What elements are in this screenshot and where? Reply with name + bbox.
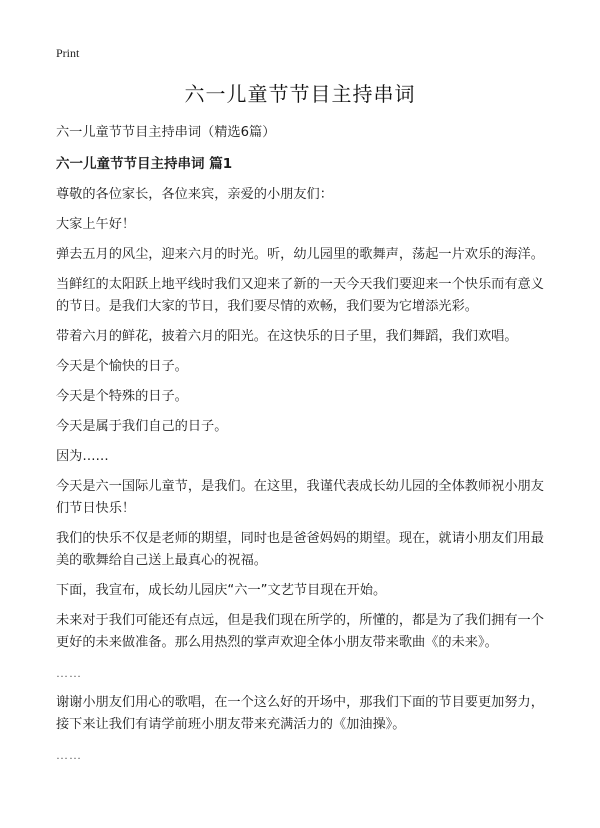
print-link[interactable]: Print (56, 46, 80, 60)
paragraph: 谢谢小朋友们用心的歌唱，在一个这么好的开场中，那我们下面的节目要更加努力，接下来让我们有请学前班小朋友带来充满活力的《加油操》。 (56, 695, 544, 732)
paragraph: 未来对于我们可能还有点远，但是我们现在所学的，所懂的，都是为了我们拥有一个更好的未来做准备。那么用热烈的掌声欢迎全体小朋友带来歌曲《的未来》。 (56, 613, 544, 650)
document-body (56, 122, 556, 774)
paragraph: 带着六月的鲜花，披着六月的阳光。在这快乐的日子里，我们舞蹈，我们欢唱。 (56, 329, 518, 344)
paragraph-good-morning: 大家上午好！ (56, 217, 136, 232)
paragraph-greeting: 尊敬的各位家长，各位来宾，亲爱的小朋友们： (56, 187, 333, 202)
paragraph: 因为…… (56, 449, 109, 464)
paragraph: 今天是六一国际儿童节，是我们。在这里，我谨代表成长幼儿园的全体教师祝小朋友们节日快乐！ (56, 479, 544, 516)
ellipsis-separator: …… (56, 666, 82, 680)
paragraph: 当鲜红的太阳跃上地平线时我们又迎来了新的一天今天我们要迎来一个快乐而有意义的节日。是我们大家的节日，我们要尽情的欢畅，我们要为它增添光彩。 (56, 277, 544, 314)
paragraph: 下面，我宣布，成长幼儿园庆“六一”文艺节目现在开始。 (56, 583, 387, 598)
paragraph: 今天是个愉快的日子。 (56, 359, 188, 374)
document-subtitle: 六一儿童节节目主持串词（精选6篇） (56, 125, 276, 140)
paragraph: 今天是个特殊的日子。 (56, 389, 188, 404)
page-title: 六一儿童节节目主持串词 (184, 82, 416, 106)
ellipsis-separator: …… (56, 748, 82, 762)
paragraph: 弹去五月的风尘，迎来六月的时光。听，幼儿园里的歌舞声，荡起一片欢乐的海洋。 (56, 247, 544, 262)
paragraph: 我们的快乐不仅是老师的期望，同时也是爸爸妈妈的期望。现在，就请小朋友们用最美的歌舞给自己送上最真心的祝福。 (56, 531, 544, 568)
section-heading: 六一儿童节节目主持串词 篇1 (56, 156, 233, 172)
paragraph: 今天是属于我们自己的日子。 (56, 419, 228, 434)
